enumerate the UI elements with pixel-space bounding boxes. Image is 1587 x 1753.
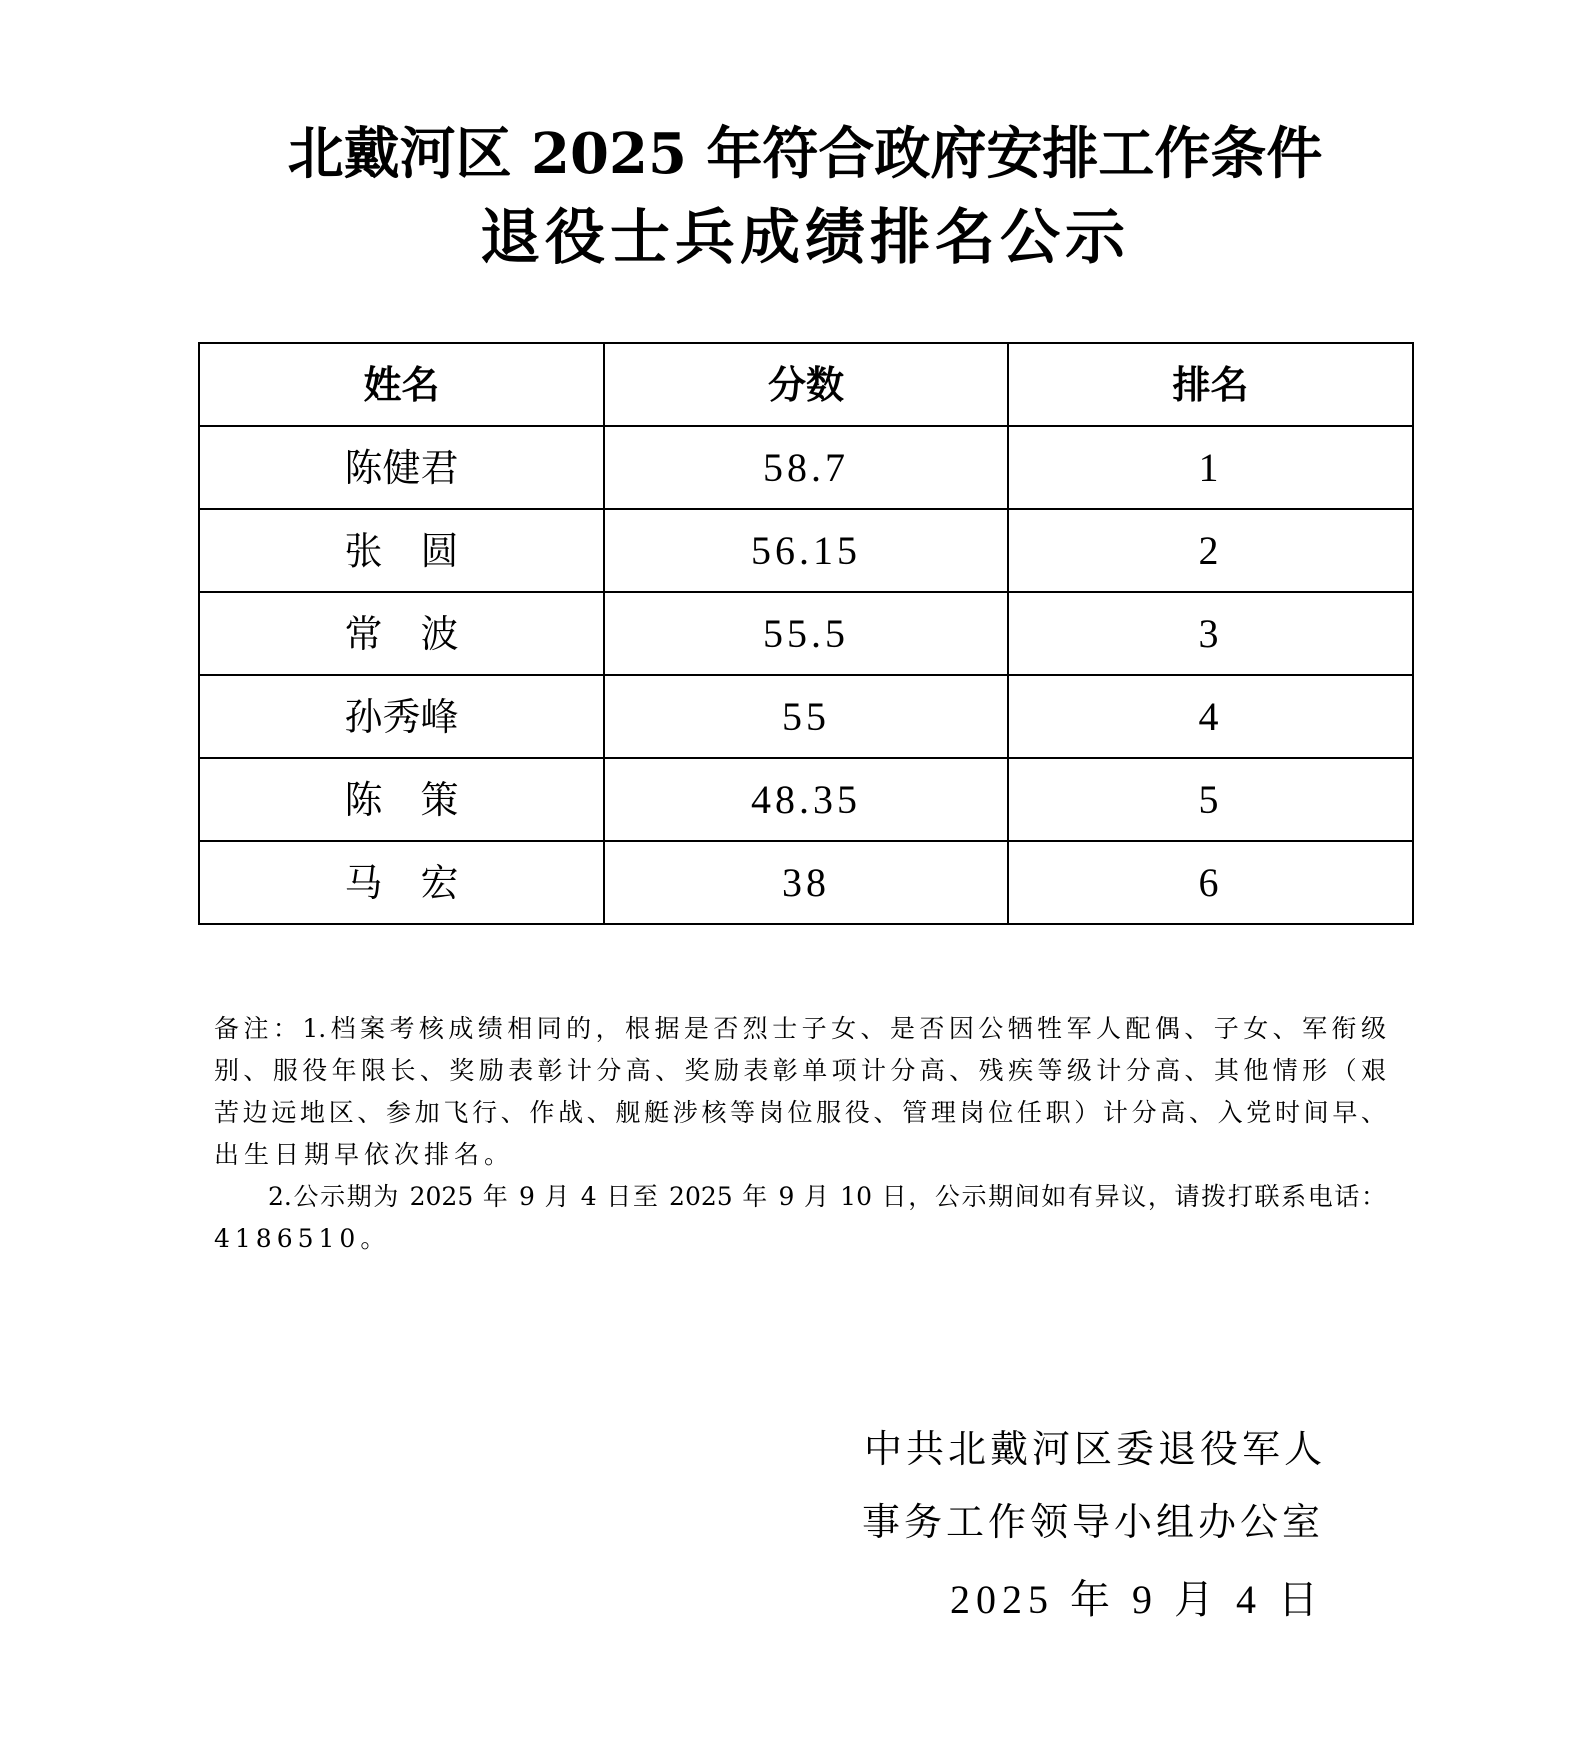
score-cell: 48.35 <box>604 758 1008 841</box>
table-row <box>199 841 1413 924</box>
rank-cell: 4 <box>1008 675 1413 758</box>
table-row <box>199 758 1413 841</box>
table-header-row <box>199 343 1413 426</box>
name-cell: 陈健君 <box>199 426 604 509</box>
note-line: 苦边远地区、参加飞行、作战、舰艇涉核等岗位服役、管理岗位任职）计分高、入党时间早、 <box>214 1098 1386 1127</box>
table-row <box>199 675 1413 758</box>
name-cell: 马 宏 <box>199 841 604 924</box>
rank-cell: 3 <box>1008 592 1413 675</box>
issuer-org-line-2: 事务工作领导小组办公室 <box>862 1500 1325 1544</box>
issuer-org-line-1: 中共北戴河区委退役军人 <box>864 1427 1327 1471</box>
column-header-rank: 排名 <box>1008 343 1413 426</box>
rank-cell: 5 <box>1008 758 1413 841</box>
score-cell: 55 <box>604 675 1008 758</box>
note-line: 出生日期早依次排名。 <box>214 1140 515 1169</box>
document-title-line-2: 退役士兵成绩排名公示 <box>480 203 1130 273</box>
score-cell: 55.5 <box>604 592 1008 675</box>
name-cell: 常 波 <box>199 592 604 675</box>
notes-section <box>214 1008 1386 1260</box>
column-header-score: 分数 <box>604 343 1008 426</box>
document-title-line-1: 北戴河区 2025 年符合政府安排工作条件 <box>287 121 1323 187</box>
table-row <box>199 426 1413 509</box>
table-row <box>199 592 1413 675</box>
issue-date: 2025 年 9 月 4 日 <box>950 1577 1324 1622</box>
score-cell: 56.15 <box>604 509 1008 592</box>
name-cell: 孙秀峰 <box>199 675 604 758</box>
note-line: 备注：1.档案考核成绩相同的，根据是否烈士子女、是否因公牺牲军人配偶、子女、军衔级 <box>214 1014 1386 1043</box>
note-line: 别、服役年限长、奖励表彰计分高、奖励表彰单项计分高、残疾等级计分高、其他情形（艰 <box>214 1056 1386 1085</box>
column-header-name: 姓名 <box>199 343 604 426</box>
rank-cell: 1 <box>1008 426 1413 509</box>
note-line: 4186510。 <box>214 1224 391 1253</box>
note-line: 2.公示期为 2025 年 9 月 4 日至 2025 年 9 月 10 日，公示期间如有异议，请拨打联系电话： <box>268 1182 1386 1211</box>
score-cell: 58.7 <box>604 426 1008 509</box>
score-cell: 38 <box>604 841 1008 924</box>
rank-cell: 2 <box>1008 509 1413 592</box>
table-row <box>199 509 1413 592</box>
rank-cell: 6 <box>1008 841 1413 924</box>
name-cell: 陈 策 <box>199 758 604 841</box>
name-cell: 张 圆 <box>199 509 604 592</box>
ranking-table <box>198 342 1414 925</box>
